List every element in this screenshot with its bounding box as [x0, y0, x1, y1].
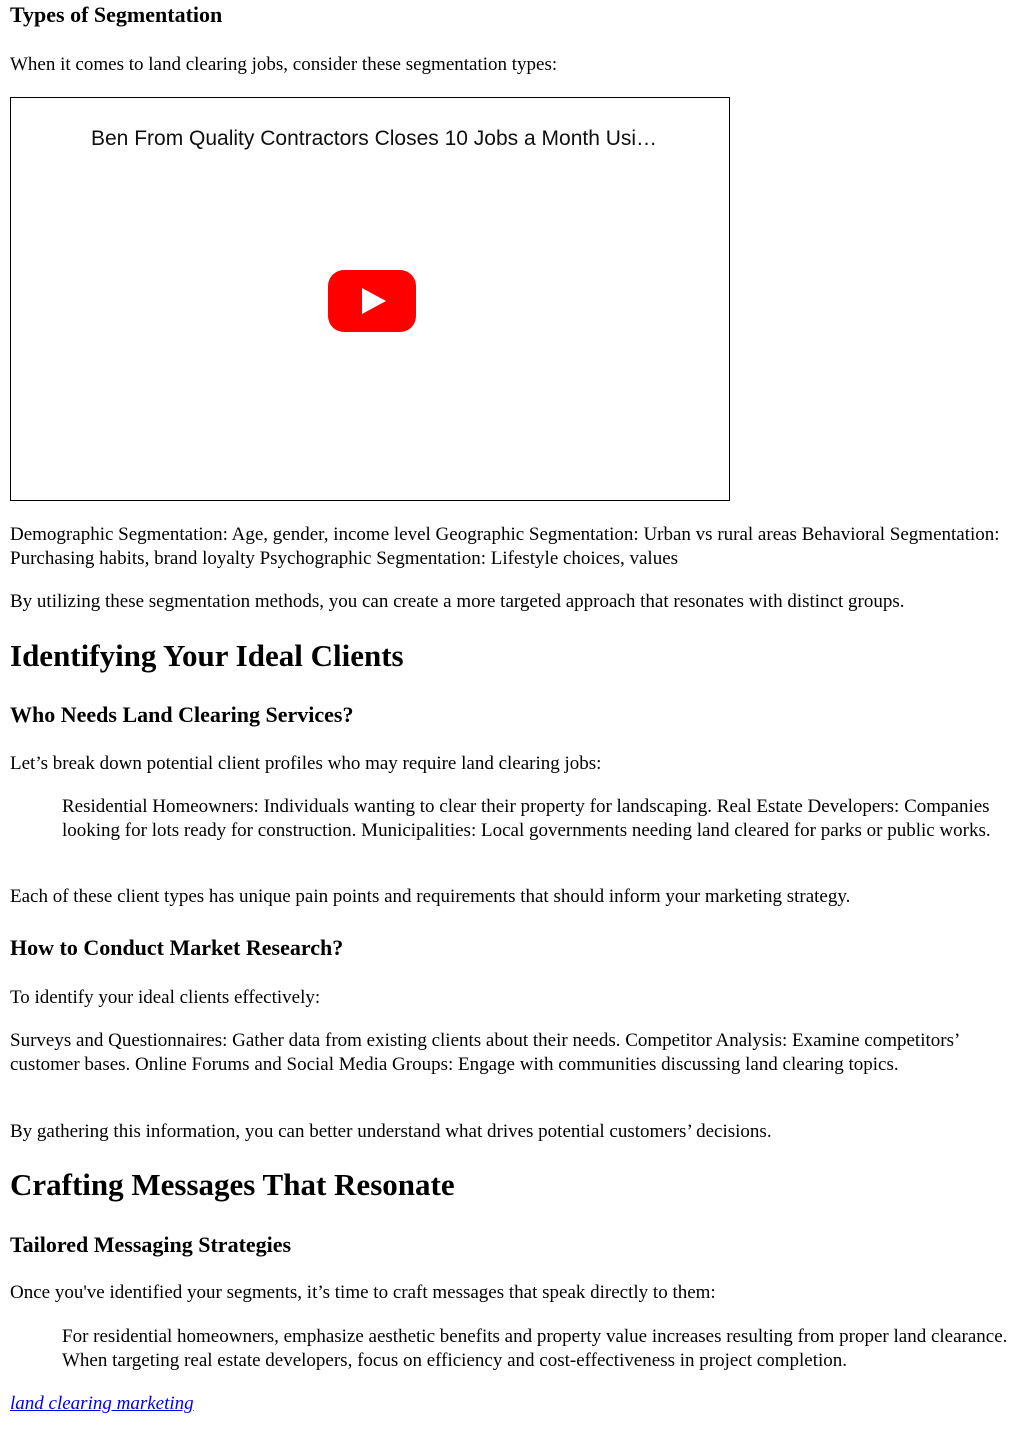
- tailored-strategies-blockquote: For residential homeowners, emphasize aesthetic benefits and property value increases resulting from proper land clearance. When targeting real estate developers, focus on efficiency and cost-effectiveness in project completion.: [62, 1326, 1008, 1371]
- crafting-messages-heading: Crafting Messages That Resonate: [10, 1167, 455, 1202]
- play-icon: [362, 288, 386, 314]
- types-of-segmentation-heading: Types of Segmentation: [10, 2, 223, 27]
- who-needs-land-clearing-heading: Who Needs Land Clearing Services?: [10, 702, 354, 727]
- youtube-play-button[interactable]: [328, 270, 416, 332]
- market-research-heading: How to Conduct Market Research?: [10, 935, 344, 960]
- who-intro-paragraph: Let’s break down potential client profiles who may require land clearing jobs:: [10, 753, 602, 774]
- segmentation-types-paragraph: Demographic Segmentation: Age, gender, income level Geographic Segmentation: Urban vs rural areas Behavioral Segmentation: Purchasing habits, brand loyalty Psychographic Segmentation: Lifestyle choices, values: [10, 524, 1000, 569]
- land-clearing-marketing-link[interactable]: land clearing marketing: [10, 1393, 194, 1414]
- identifying-ideal-clients-heading: Identifying Your Ideal Clients: [10, 638, 404, 673]
- tailored-intro-paragraph: Once you've identified your segments, it’s time to craft messages that speak directly to them:: [10, 1282, 716, 1303]
- segmentation-outro-paragraph: By utilizing these segmentation methods, you can create a more targeted approach that resonates with distinct groups.: [10, 591, 905, 612]
- embedded-video-player[interactable]: [10, 97, 730, 501]
- types-intro-paragraph: When it comes to land clearing jobs, consider these segmentation types:: [10, 54, 558, 75]
- research-intro-paragraph: To identify your ideal clients effectively:: [10, 987, 321, 1008]
- research-methods-paragraph: Surveys and Questionnaires: Gather data from existing clients about their needs. Competitor Analysis: Examine competitors’ customer bases. Online Forums and Social Media Groups: Engage with communities discussing land clearing topics.: [10, 1030, 959, 1075]
- client-profiles-blockquote: Residential Homeowners: Individuals wanting to clear their property for landscaping. Real Estate Developers: Companies looking for lots ready for construction. Municipalities: Local governments needing land cleared for parks or public works.: [62, 796, 991, 841]
- video-title[interactable]: Ben From Quality Contractors Closes 10 Jobs a Month Usi…: [91, 127, 658, 150]
- link-paragraph: [10, 1392, 194, 1416]
- who-outro-paragraph: Each of these client types has unique pain points and requirements that should inform your marketing strategy.: [10, 886, 851, 907]
- research-outro-paragraph: By gathering this information, you can better understand what drives potential customers’ decisions.: [10, 1121, 772, 1142]
- tailored-messaging-heading: Tailored Messaging Strategies: [10, 1232, 292, 1257]
